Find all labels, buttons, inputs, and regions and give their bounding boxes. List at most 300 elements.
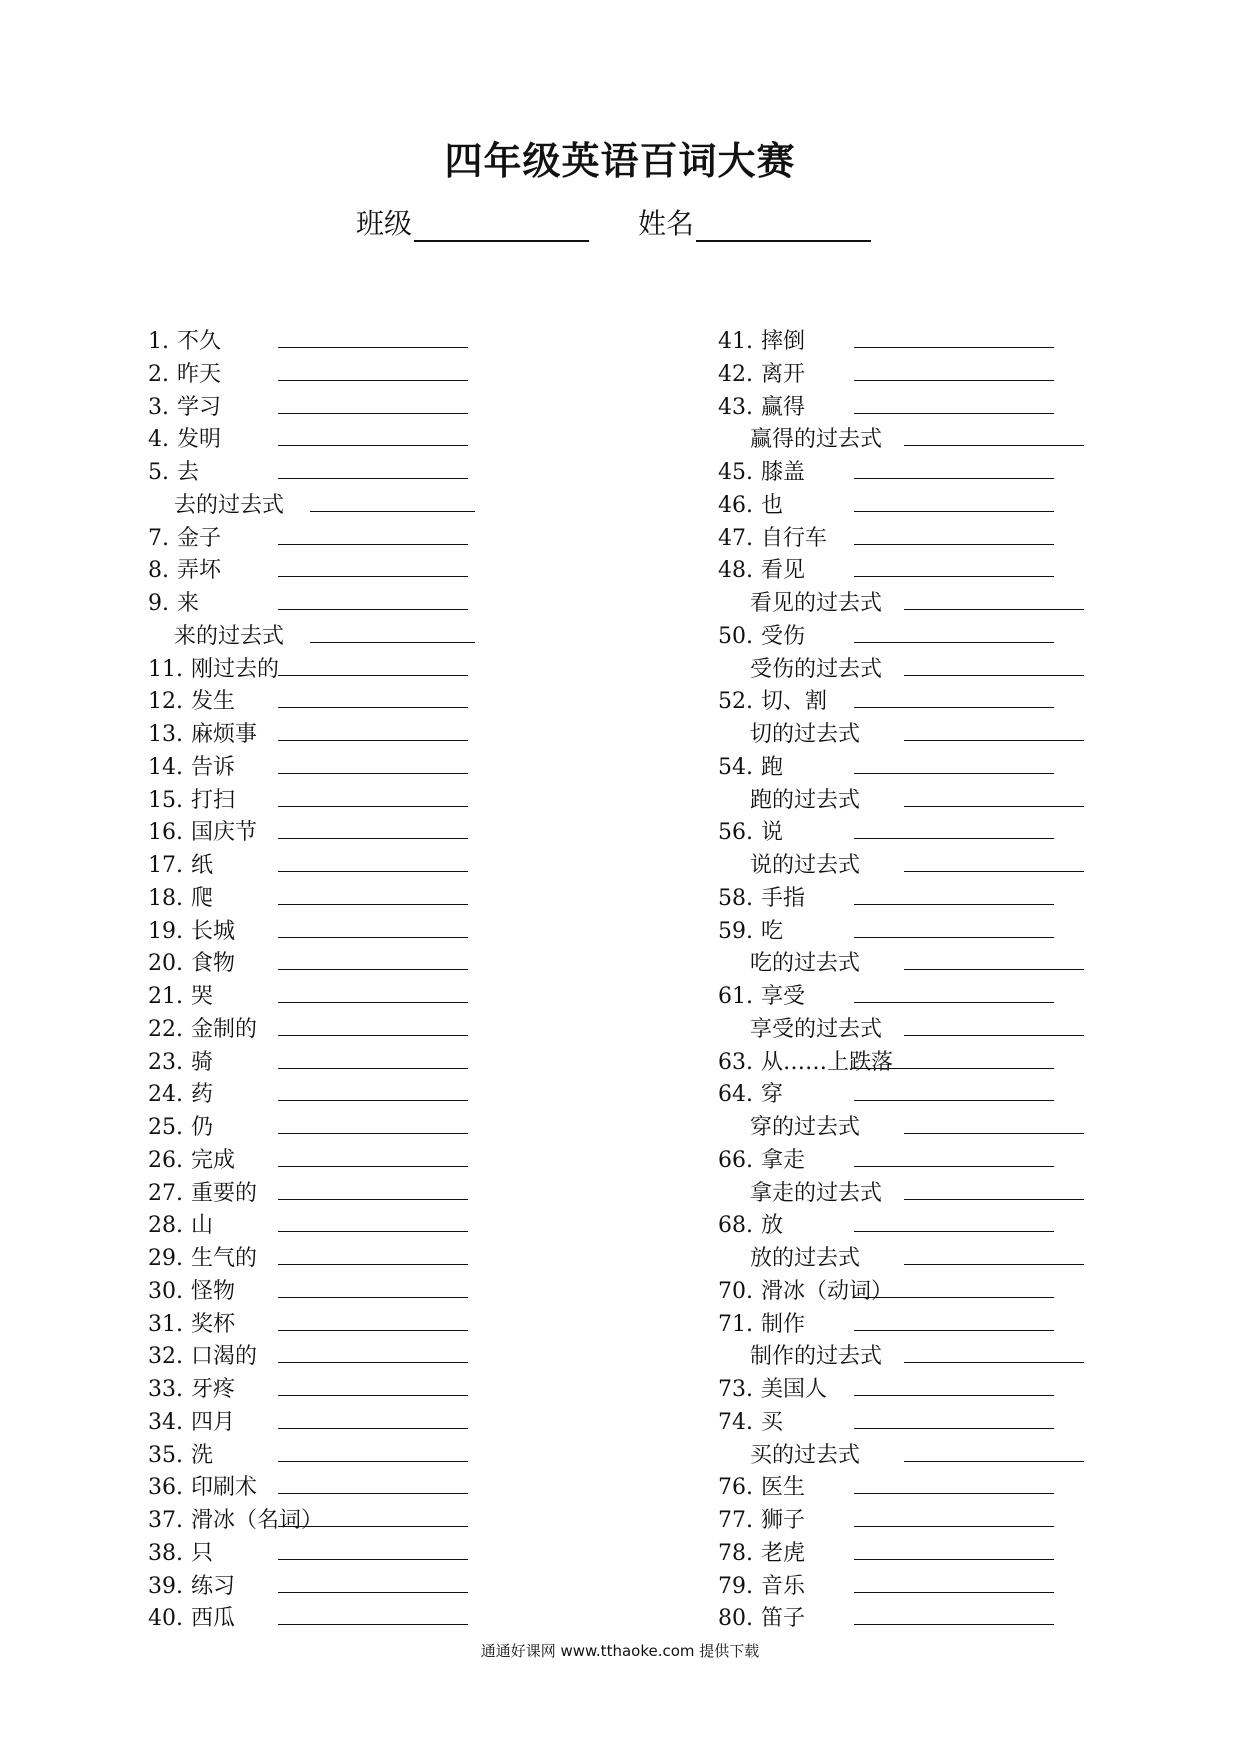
answer-blank[interactable] (278, 1330, 468, 1331)
item-text: 告诉 (191, 754, 236, 780)
answer-blank[interactable] (904, 1133, 1084, 1134)
word-item (718, 779, 1240, 812)
item-number: 13. (148, 722, 183, 747)
word-prompt (148, 1110, 213, 1141)
item-number: 45. (718, 460, 753, 485)
word-prompt (718, 914, 783, 945)
answer-blank[interactable] (854, 1395, 1054, 1396)
answer-blank[interactable] (278, 1100, 468, 1101)
answer-blank[interactable] (278, 675, 468, 676)
answer-blank[interactable] (854, 1068, 1054, 1069)
item-text: 食物 (191, 951, 236, 977)
item-number: 47. (718, 525, 753, 551)
answer-blank[interactable] (278, 576, 468, 577)
name-field (638, 202, 871, 242)
name-input-line[interactable] (696, 212, 871, 242)
word-prompt (148, 979, 213, 1010)
item-number: 42. (718, 361, 753, 387)
answer-blank[interactable] (854, 1166, 1054, 1167)
word-prompt (750, 946, 860, 977)
word-item (148, 1139, 708, 1172)
item-text: 骑 (191, 1049, 214, 1075)
word-prompt (750, 848, 860, 879)
word-item (148, 1532, 708, 1565)
word-prompt (718, 815, 783, 846)
word-prompt (718, 455, 805, 486)
item-number: 41. (718, 329, 753, 354)
answer-blank[interactable] (854, 773, 1054, 774)
item-text: 仍 (191, 1115, 214, 1140)
word-prompt (750, 586, 882, 617)
item-number: 5. (148, 460, 169, 485)
word-item (718, 1041, 1240, 1074)
item-number: 28. (148, 1213, 183, 1239)
word-prompt (718, 1601, 805, 1632)
item-number: 24. (148, 1082, 183, 1108)
item-number: 1. (148, 329, 169, 354)
word-item (148, 1073, 708, 1106)
item-number: 73. (718, 1377, 753, 1402)
item-text: 四月 (191, 1409, 236, 1435)
answer-blank[interactable] (278, 740, 468, 741)
word-prompt (718, 1405, 783, 1436)
answer-blank[interactable] (278, 1395, 468, 1396)
item-text: 吃的过去式 (750, 951, 861, 977)
item-number: 46. (718, 492, 753, 518)
item-number: 21. (148, 984, 183, 1009)
item-text: 西瓜 (191, 1606, 236, 1632)
word-item (718, 910, 1240, 943)
answer-blank[interactable] (854, 1231, 1054, 1232)
word-prompt (148, 1339, 257, 1370)
answer-blank[interactable] (278, 1526, 468, 1527)
word-item (718, 680, 1240, 713)
item-text: 制作 (761, 1311, 806, 1337)
word-prompt (148, 1372, 235, 1403)
item-number: 79. (718, 1573, 753, 1599)
word-item (718, 1597, 1240, 1630)
answer-blank[interactable] (278, 1264, 468, 1265)
word-item (148, 1368, 708, 1401)
word-item (148, 779, 708, 812)
item-text: 刚过去的 (191, 656, 280, 682)
answer-blank[interactable] (278, 1362, 468, 1363)
answer-blank[interactable] (278, 1559, 468, 1560)
word-item (148, 1434, 708, 1467)
answer-blank[interactable] (278, 871, 468, 872)
word-item (718, 1303, 1240, 1336)
word-prompt (148, 946, 235, 977)
class-input-line[interactable] (414, 212, 589, 242)
item-number: 63. (718, 1049, 753, 1075)
word-prompt (148, 881, 213, 912)
word-item (148, 320, 708, 353)
item-number: 80. (718, 1606, 753, 1632)
answer-blank[interactable] (904, 1035, 1084, 1036)
word-prompt (148, 1143, 235, 1174)
word-item (718, 517, 1240, 550)
answer-blank[interactable] (854, 544, 1054, 545)
item-text: 也 (761, 492, 784, 518)
word-prompt (148, 848, 213, 879)
item-number: 48. (718, 558, 753, 584)
item-number: 19. (148, 918, 183, 944)
word-item (148, 1106, 708, 1139)
item-number: 50. (718, 623, 753, 649)
word-item (148, 1597, 708, 1630)
item-text: 药 (191, 1082, 214, 1108)
answer-blank[interactable] (278, 904, 468, 905)
word-prompt (174, 488, 284, 519)
word-item (718, 1139, 1240, 1172)
answer-blank[interactable] (854, 576, 1054, 577)
answer-blank[interactable] (854, 380, 1054, 381)
answer-blank[interactable] (310, 511, 475, 512)
item-number: 68. (718, 1213, 753, 1239)
word-prompt (148, 1012, 257, 1043)
item-text: 吃 (761, 918, 784, 944)
item-text: 来的过去式 (174, 623, 285, 649)
word-item (718, 1466, 1240, 1499)
item-text: 美国人 (761, 1377, 828, 1402)
item-number: 43. (718, 394, 753, 420)
item-number: 14. (148, 754, 183, 780)
word-prompt (718, 1208, 783, 1239)
answer-blank[interactable] (904, 445, 1084, 446)
word-prompt (148, 750, 235, 781)
answer-blank[interactable] (854, 707, 1054, 708)
word-item (718, 484, 1240, 517)
item-text: 生气的 (191, 1246, 258, 1271)
answer-blank[interactable] (854, 1100, 1054, 1101)
word-item (148, 1172, 708, 1205)
word-prompt (718, 1503, 805, 1534)
answer-blank[interactable] (854, 413, 1054, 414)
item-number: 76. (718, 1475, 753, 1501)
word-item (148, 484, 708, 517)
answer-blank[interactable] (278, 1133, 468, 1134)
item-text: 去的过去式 (174, 492, 285, 518)
word-prompt (148, 1307, 235, 1338)
word-item (718, 549, 1240, 582)
item-text: 看见的过去式 (750, 591, 883, 616)
item-text: 受伤 (761, 623, 806, 649)
item-text: 发明 (177, 427, 222, 453)
answer-blank[interactable] (854, 642, 1054, 643)
word-prompt (750, 422, 882, 453)
answer-blank[interactable] (854, 838, 1054, 839)
word-item (148, 942, 708, 975)
word-item (148, 844, 708, 877)
word-item (718, 1335, 1240, 1368)
item-text: 买 (761, 1409, 784, 1435)
item-text: 笛子 (761, 1606, 806, 1632)
item-text: 重要的 (191, 1180, 258, 1206)
answer-blank[interactable] (278, 969, 468, 970)
item-text: 说的过去式 (750, 853, 861, 878)
answer-blank[interactable] (278, 1068, 468, 1069)
item-number: 54. (718, 754, 753, 780)
item-number: 56. (718, 820, 753, 846)
word-prompt (718, 881, 805, 912)
word-prompt (148, 717, 257, 748)
item-number: 17. (148, 853, 183, 878)
item-number: 52. (718, 689, 753, 715)
item-text: 摔倒 (761, 329, 806, 354)
word-prompt (718, 979, 805, 1010)
item-text: 打扫 (191, 787, 236, 813)
word-item (718, 418, 1240, 451)
class-label: 班级 (356, 207, 413, 240)
item-text: 国庆节 (191, 820, 258, 846)
item-number: 71. (718, 1311, 753, 1337)
word-prompt (148, 815, 257, 846)
word-prompt (750, 1176, 882, 1207)
item-text: 买的过去式 (750, 1442, 861, 1468)
answer-blank[interactable] (904, 871, 1084, 872)
item-text: 赢得 (761, 394, 806, 420)
word-item (148, 975, 708, 1008)
item-text: 只 (191, 1540, 214, 1566)
word-prompt (718, 1274, 893, 1305)
word-item (718, 1270, 1240, 1303)
answer-blank[interactable] (904, 609, 1084, 610)
answer-blank[interactable] (278, 544, 468, 545)
item-text: 从……上跌落 (761, 1049, 894, 1075)
item-text: 看见 (761, 558, 806, 584)
word-item (718, 451, 1240, 484)
answer-blank[interactable] (278, 1166, 468, 1167)
item-number: 78. (718, 1540, 753, 1566)
answer-blank[interactable] (278, 413, 468, 414)
item-number: 20. (148, 951, 183, 977)
word-prompt (148, 422, 221, 453)
item-text: 麻烦事 (191, 722, 258, 747)
item-text: 穿的过去式 (750, 1115, 861, 1140)
word-item (148, 746, 708, 779)
item-number: 26. (148, 1147, 183, 1173)
answer-blank[interactable] (278, 380, 468, 381)
item-text: 金子 (177, 525, 222, 551)
answer-blank[interactable] (904, 1461, 1084, 1462)
word-item (718, 1073, 1240, 1106)
answer-blank[interactable] (278, 478, 468, 479)
word-prompt (148, 1176, 257, 1207)
answer-blank[interactable] (278, 609, 468, 610)
word-prompt (718, 750, 783, 781)
item-number: 61. (718, 984, 753, 1009)
word-prompt (718, 1077, 783, 1108)
word-prompt (750, 1438, 860, 1469)
word-item (718, 386, 1240, 419)
item-text: 老虎 (761, 1540, 806, 1566)
answer-blank[interactable] (278, 1199, 468, 1200)
word-prompt (718, 1143, 805, 1174)
word-prompt (148, 1405, 235, 1436)
word-prompt (148, 324, 221, 355)
answer-blank[interactable] (854, 1624, 1054, 1625)
answer-blank[interactable] (278, 1035, 468, 1036)
item-number: 3. (148, 394, 169, 420)
word-item (718, 320, 1240, 353)
word-item (148, 1499, 708, 1532)
word-item (148, 418, 708, 451)
answer-blank[interactable] (278, 1297, 468, 1298)
word-prompt (750, 1012, 882, 1043)
word-prompt (148, 1045, 213, 1076)
answer-blank[interactable] (278, 707, 468, 708)
answer-blank[interactable] (854, 904, 1054, 905)
word-prompt (750, 1110, 860, 1141)
answer-blank[interactable] (854, 1493, 1054, 1494)
answer-blank[interactable] (854, 1526, 1054, 1527)
item-text: 哭 (191, 984, 214, 1009)
item-number: 7. (148, 525, 169, 551)
item-number: 29. (148, 1246, 183, 1271)
answer-blank[interactable] (904, 1362, 1084, 1363)
item-text: 完成 (191, 1147, 236, 1173)
answer-blank[interactable] (310, 642, 475, 643)
item-text: 学习 (177, 394, 222, 420)
answer-blank[interactable] (278, 1428, 468, 1429)
student-info (0, 202, 1240, 242)
answer-blank[interactable] (854, 1559, 1054, 1560)
item-number: 33. (148, 1377, 183, 1402)
item-text: 练习 (191, 1573, 236, 1599)
item-number: 40. (148, 1606, 183, 1632)
item-number: 25. (148, 1115, 183, 1140)
word-item (148, 877, 708, 910)
answer-blank[interactable] (854, 1297, 1054, 1298)
word-prompt (148, 1503, 323, 1534)
word-prompt (148, 1241, 257, 1272)
item-text: 爬 (191, 885, 214, 911)
word-item (718, 877, 1240, 910)
item-number: 35. (148, 1442, 183, 1468)
item-number: 15. (148, 787, 183, 813)
item-number: 31. (148, 1311, 183, 1337)
item-text: 离开 (761, 361, 806, 387)
word-item (148, 1041, 708, 1074)
item-text: 滑冰（名词） (191, 1508, 324, 1533)
answer-blank[interactable] (854, 511, 1054, 512)
word-item (718, 1106, 1240, 1139)
item-number: 34. (148, 1409, 183, 1435)
answer-blank[interactable] (904, 1264, 1084, 1265)
item-text: 口渴的 (191, 1344, 258, 1370)
item-number: 59. (718, 918, 753, 944)
answer-blank[interactable] (278, 1493, 468, 1494)
item-number: 77. (718, 1508, 753, 1533)
item-text: 弄坏 (177, 558, 222, 584)
answer-blank[interactable] (854, 1592, 1054, 1593)
item-text: 切、割 (761, 689, 828, 715)
word-prompt (148, 1208, 213, 1239)
item-text: 享受 (761, 984, 806, 1009)
word-prompt (718, 1470, 805, 1501)
answer-blank[interactable] (854, 1002, 1054, 1003)
answer-blank[interactable] (278, 347, 468, 348)
answer-blank[interactable] (278, 1231, 468, 1232)
item-text: 膝盖 (761, 460, 806, 485)
answer-blank[interactable] (904, 740, 1084, 741)
answer-blank[interactable] (278, 937, 468, 938)
word-item (718, 1401, 1240, 1434)
item-text: 奖杯 (191, 1311, 236, 1337)
word-item (148, 582, 708, 615)
answer-blank[interactable] (904, 806, 1084, 807)
answer-blank[interactable] (904, 969, 1084, 970)
answer-blank[interactable] (904, 1199, 1084, 1200)
item-number: 23. (148, 1049, 183, 1075)
word-item (718, 975, 1240, 1008)
class-field (356, 202, 589, 242)
word-item (718, 353, 1240, 386)
answer-blank[interactable] (278, 806, 468, 807)
answer-blank[interactable] (278, 1002, 468, 1003)
answer-blank[interactable] (854, 478, 1054, 479)
word-item (148, 1565, 708, 1598)
word-prompt (718, 357, 805, 388)
item-number: 66. (718, 1147, 753, 1173)
word-item (148, 1008, 708, 1041)
left-column (148, 320, 708, 1630)
item-text: 印刷术 (191, 1475, 258, 1501)
word-item (718, 942, 1240, 975)
word-prompt (148, 390, 221, 421)
item-number: 11. (148, 656, 183, 682)
footer-credit: 通通好课网 www.tthaoke.com 提供下载 (480, 1642, 760, 1660)
word-prompt (718, 1372, 827, 1403)
word-item (148, 1237, 708, 1270)
item-text: 金制的 (191, 1016, 258, 1042)
word-prompt (148, 1438, 213, 1469)
answer-blank[interactable] (278, 445, 468, 446)
item-text: 享受的过去式 (750, 1016, 883, 1042)
answer-blank[interactable] (278, 838, 468, 839)
word-item (718, 713, 1240, 746)
item-text: 放的过去式 (750, 1246, 861, 1271)
name-label: 姓名 (638, 207, 695, 240)
answer-blank[interactable] (854, 937, 1054, 938)
word-item (718, 1368, 1240, 1401)
item-number: 12. (148, 689, 183, 715)
word-item (148, 386, 708, 419)
answer-blank[interactable] (278, 773, 468, 774)
answer-blank[interactable] (854, 1428, 1054, 1429)
word-prompt (148, 1077, 213, 1108)
word-prompt (148, 684, 235, 715)
word-item (718, 1434, 1240, 1467)
answer-blank[interactable] (854, 1330, 1054, 1331)
item-text: 去 (177, 460, 200, 485)
word-item (148, 680, 708, 713)
word-item (718, 811, 1240, 844)
answer-blank[interactable] (278, 1461, 468, 1462)
answer-blank[interactable] (278, 1624, 468, 1625)
answer-blank[interactable] (904, 675, 1084, 676)
item-text: 来 (177, 591, 200, 616)
word-prompt (750, 783, 860, 814)
word-item (718, 1499, 1240, 1532)
item-number: 70. (718, 1278, 753, 1304)
item-text: 发生 (191, 689, 236, 715)
answer-blank[interactable] (854, 347, 1054, 348)
item-number: 27. (148, 1180, 183, 1206)
answer-blank[interactable] (278, 1592, 468, 1593)
item-number: 4. (148, 427, 169, 453)
word-item (148, 517, 708, 550)
